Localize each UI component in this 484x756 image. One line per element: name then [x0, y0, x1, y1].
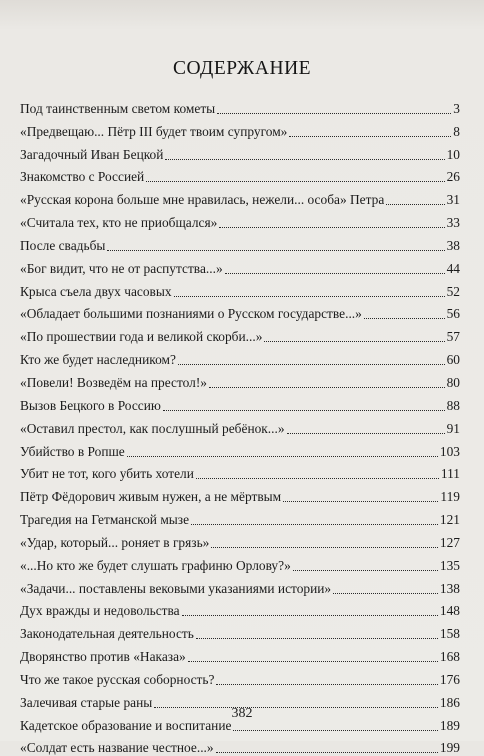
toc-entry: [20, 231, 460, 254]
toc-entry: [20, 414, 460, 437]
dot-leader: [127, 456, 438, 457]
toc-entry-page: 26: [446, 169, 460, 185]
toc-entry: [20, 528, 460, 551]
toc-entry-title: Залечивая старые раны: [20, 694, 153, 710]
dot-leader: [191, 524, 438, 525]
toc-entry-page: 186: [439, 694, 460, 710]
toc-entry-page: 60: [446, 352, 460, 368]
toc-entry-title: Под таинственным светом кометы: [20, 100, 216, 116]
toc-entry: [20, 277, 460, 300]
toc-entry: [20, 254, 460, 277]
toc-entry-title: «Обладает большими познаниями о Русском государстве...»: [20, 306, 362, 322]
toc-entry-title: Что же такое русская соборность?: [20, 671, 215, 687]
dot-leader: [178, 364, 445, 365]
toc-entry-title: «Считала тех, кто не приобщался»: [20, 215, 218, 231]
toc-entry: [20, 505, 460, 528]
toc-entry-page: 80: [446, 374, 460, 390]
dot-leader: [216, 684, 437, 685]
toc-entry-page: 119: [440, 489, 460, 505]
toc-entry-page: 57: [446, 329, 460, 345]
dot-leader: [264, 341, 444, 342]
toc-entry-page: 148: [439, 603, 460, 619]
dot-leader: [163, 410, 445, 411]
toc-entry-title: После свадьбы: [20, 237, 106, 253]
toc-entry: [20, 300, 460, 323]
dot-leader: [333, 593, 438, 594]
dot-leader: [289, 136, 451, 137]
toc-entry-page: 111: [440, 466, 460, 482]
toc-entry-title: Загадочный Иван Бецкой: [20, 146, 164, 162]
toc-entry-title: «По прошествии года и великой скорби...»: [20, 329, 263, 345]
toc-entry: [20, 322, 460, 345]
toc-entry: [20, 208, 460, 231]
toc-entry-title: «Предвещаю... Пётр III будет твоим супругом»: [20, 123, 288, 139]
toc-entry: [20, 574, 460, 597]
toc-entry-page: 103: [439, 443, 460, 459]
toc-entry-title: Крыса съела двух часовых: [20, 283, 172, 299]
dot-leader: [287, 433, 445, 434]
toc-entry-title: «Оставил престол, как послушный ребёнок...»: [20, 420, 285, 436]
toc-entry-page: 44: [446, 260, 460, 276]
toc-entry: [20, 345, 460, 368]
toc-entry-title: Пётр Фёдорович живым нужен, а не мёртвым: [20, 489, 282, 505]
toc-entry-page: 52: [446, 283, 460, 299]
toc-entry-title: Вызов Бецкого в Россию: [20, 397, 161, 413]
toc-entry-page: 31: [446, 192, 460, 208]
dot-leader: [174, 296, 445, 297]
toc-entry: [20, 482, 460, 505]
toc-entry-page: 91: [446, 420, 460, 436]
toc-entry-title: Кадетское образование и воспитание: [20, 717, 232, 733]
page-title: СОДЕРЖАНИЕ: [172, 58, 312, 79]
toc-entry-page: 138: [439, 580, 460, 596]
toc-entry: [20, 734, 460, 756]
dot-leader: [209, 387, 445, 388]
toc-entry-title: Дворянство против «Наказа»: [20, 649, 186, 665]
toc-entry: [20, 460, 460, 483]
page-number: 382: [231, 706, 253, 721]
toc-entry-page: 127: [439, 534, 460, 550]
dot-leader: [386, 204, 444, 205]
dot-leader: [225, 273, 445, 274]
dot-leader: [165, 159, 444, 160]
toc-entry: [20, 619, 460, 642]
toc-entry-page: 121: [439, 512, 460, 528]
toc-entry: [20, 665, 460, 688]
dot-leader: [107, 250, 444, 251]
dot-leader: [233, 730, 437, 731]
dot-leader: [196, 478, 439, 479]
toc-entry: [20, 94, 460, 117]
toc-entry-page: 56: [446, 306, 460, 322]
toc-entry-page: 88: [446, 397, 460, 413]
toc-entry: [20, 117, 460, 140]
dot-leader: [293, 570, 438, 571]
toc-entry: [20, 368, 460, 391]
dot-leader: [211, 547, 438, 548]
toc-entry-title: «Задачи... поставлены вековыми указаниями истории»: [20, 580, 332, 596]
toc-entry-page: 3: [453, 100, 460, 116]
toc-entry-title: «Бог видит, что не от распутства...»: [20, 260, 223, 276]
dot-leader: [217, 113, 451, 114]
toc-entry: [20, 551, 460, 574]
toc-entry-title: Законодательная деятельность: [20, 626, 194, 642]
toc-entry-page: 168: [439, 649, 460, 665]
toc-entry: [20, 140, 460, 163]
toc-entry-title: «Солдат есть название честное...»: [20, 740, 214, 756]
toc-entry-title: «Удар, который... роняет в грязь»: [20, 534, 210, 550]
toc-entry-page: 199: [439, 740, 460, 756]
dot-leader: [188, 661, 438, 662]
toc-entry-page: 38: [446, 237, 460, 253]
toc-entry-title: «Повели! Возведём на престол!»: [20, 374, 207, 390]
toc-entry-page: 135: [439, 557, 460, 573]
dot-leader: [196, 638, 438, 639]
table-of-contents: [20, 94, 460, 756]
toc-entry-title: Кто же будет наследником?: [20, 352, 176, 368]
toc-entry-title: Убийство в Ропше: [20, 443, 125, 459]
toc-entry: [20, 391, 460, 414]
toc-entry-page: 10: [446, 146, 460, 162]
toc-entry-page: 8: [453, 123, 460, 139]
toc-entry-page: 33: [446, 215, 460, 231]
toc-entry-title: Знакомство с Россией: [20, 169, 145, 185]
dot-leader: [364, 318, 445, 319]
toc-entry: [20, 597, 460, 620]
toc-entry-page: 176: [439, 671, 460, 687]
toc-entry-page: 158: [439, 626, 460, 642]
toc-entry-title: «...Но кто же будет слушать графиню Орлову?»: [20, 557, 291, 573]
toc-entry-title: Убит не тот, кого убить хотели: [20, 466, 194, 482]
toc-entry: [20, 185, 460, 208]
toc-entry-title: «Русская корона больше мне нравилась, нежели... особа» Петра: [20, 192, 385, 208]
toc-entry: [20, 437, 460, 460]
toc-entry: [20, 163, 460, 186]
dot-leader: [219, 227, 444, 228]
dot-leader: [283, 501, 438, 502]
dot-leader: [146, 181, 444, 182]
dot-leader: [216, 752, 438, 753]
toc-entry: [20, 642, 460, 665]
toc-entry-title: Дух вражды и недовольства: [20, 603, 180, 619]
toc-entry-title: Трагедия на Гетманской мызе: [20, 512, 190, 528]
toc-entry-page: 189: [439, 717, 460, 733]
dot-leader: [182, 615, 438, 616]
